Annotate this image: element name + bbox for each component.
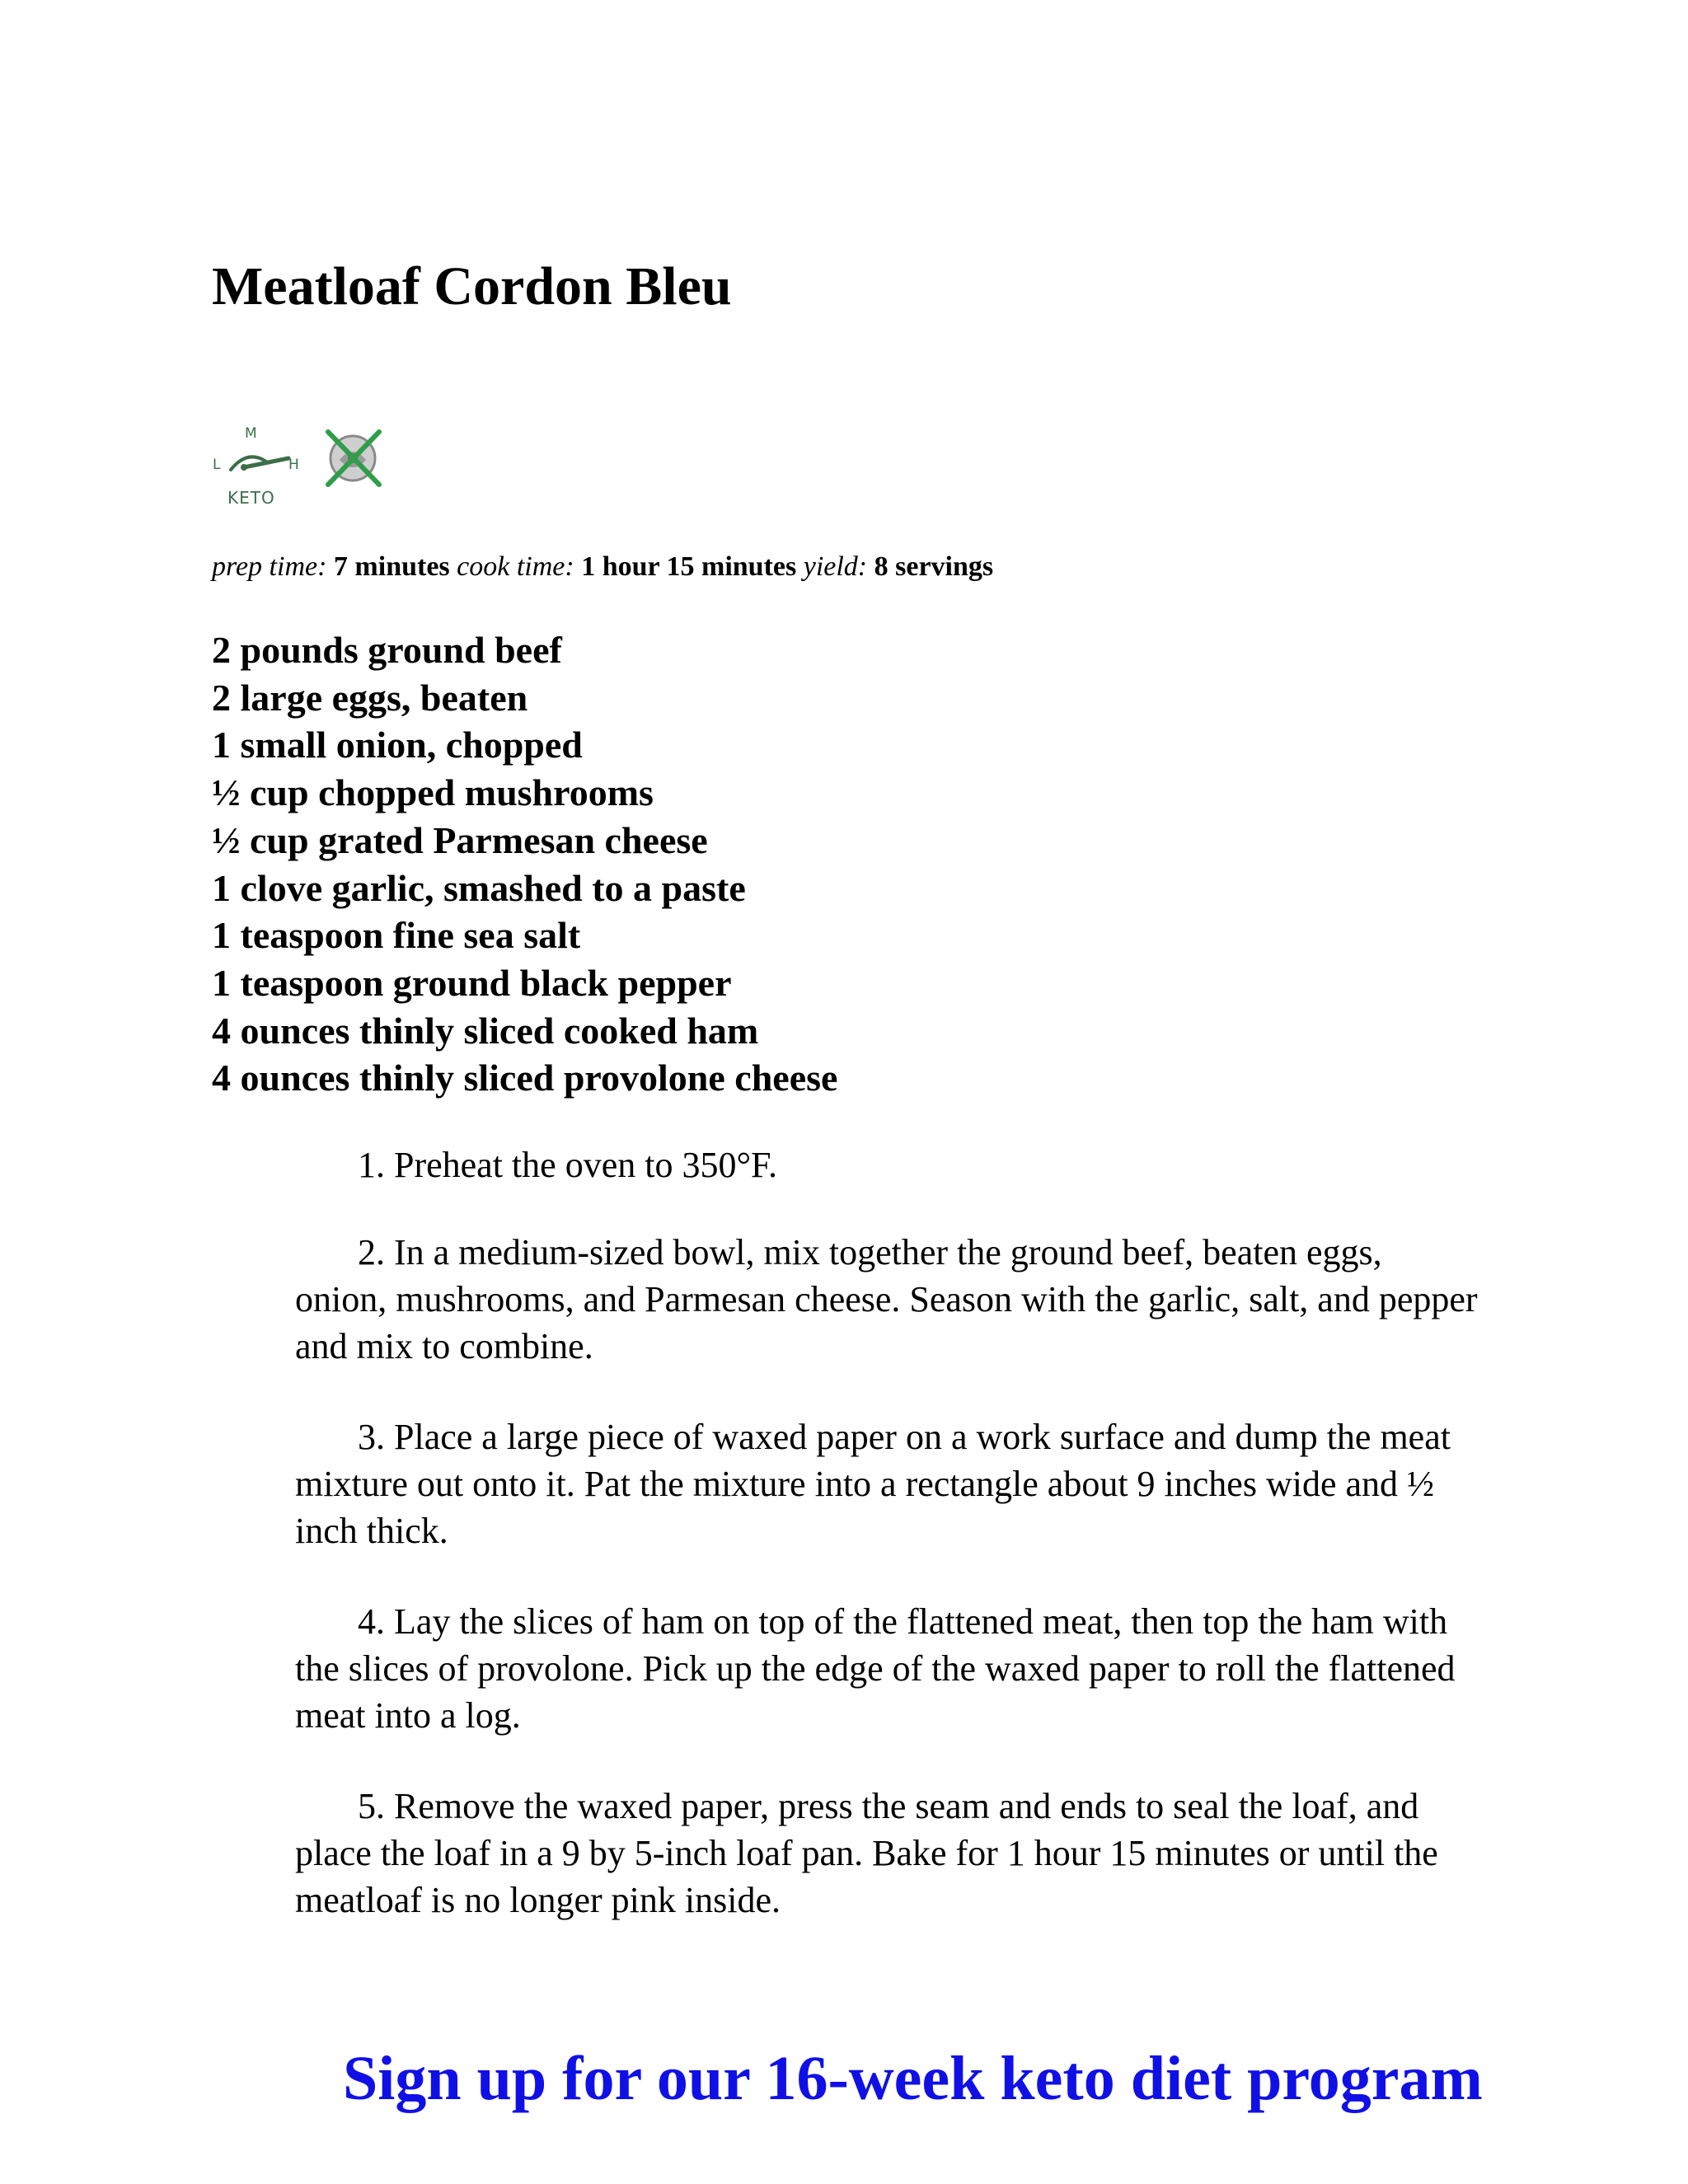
ingredient-item: 4 ounces thinly sliced cooked ham (212, 1009, 759, 1052)
ingredient-item: 1 clove garlic, smashed to a paste (212, 866, 746, 909)
instruction-step: 4. Lay the slices of ham on top of the flattened meat, then top the ham with the slices of provolone. Pick up the edge of the waxed paper to roll the flattened meat into a log. (295, 1601, 1456, 1736)
cook-time-label: cook time: (457, 551, 574, 582)
prep-time-value: 7 minutes (333, 551, 450, 582)
ingredient-item: 1 small onion, chopped (212, 724, 583, 766)
page-title: Meatloaf Cordon Bleu (212, 256, 732, 316)
recipe-meta (212, 551, 993, 583)
ingredient-item: ½ cup grated Parmesan cheese (212, 818, 708, 861)
instruction-step: 2. In a medium-sized bowl, mix together the ground beef, beaten eggs, onion, mushrooms, and Parmesan cheese. Season with the garlic, salt, and pepper and mix to combine. (295, 1232, 1478, 1366)
ingredient-item: 2 large eggs, beaten (212, 676, 528, 719)
keto-meter-icon (206, 420, 305, 494)
svg-text:M: M (245, 425, 257, 442)
cook-time-value: 1 hour 15 minutes (581, 551, 797, 582)
instruction-step: 5. Remove the waxed paper, press the seam and ends to seal the loaf, and place the loaf in a 9 by 5-inch loaf pan. Bake for 1 hour 15 minutes or until the meatloaf is no longer pink inside. (295, 1786, 1438, 1920)
instruction-step: 3. Place a large piece of waxed paper on a work surface and dump the meat mixture out onto it. Pat the mixture into a rectangle about 9 inches wide and ½ inch thick. (295, 1417, 1451, 1551)
ingredient-item: 1 teaspoon fine sea salt (212, 914, 581, 957)
ingredient-item: 2 pounds ground beef (212, 629, 562, 671)
prep-time-label: prep time: (212, 551, 327, 582)
instruction-list (295, 1141, 1482, 1967)
svg-text:L: L (213, 457, 221, 473)
keto-label: KETO (227, 488, 275, 508)
signup-link[interactable]: Sign up for our 16-week keto diet program (343, 2044, 1483, 2113)
ingredient-item: 4 ounces thinly sliced provolone cheese (212, 1057, 838, 1099)
ingredient-item: ½ cup chopped mushrooms (212, 771, 654, 814)
no-dairy-icon (321, 425, 386, 490)
svg-text:H: H (288, 457, 299, 473)
instruction-step: 1. Preheat the oven to 350°F. (358, 1145, 777, 1185)
ingredient-item: 1 teaspoon ground black pepper (212, 961, 732, 1004)
ingredient-list (212, 626, 837, 1102)
yield-value: 8 servings (874, 551, 994, 582)
yield-label: yield: (803, 551, 868, 582)
